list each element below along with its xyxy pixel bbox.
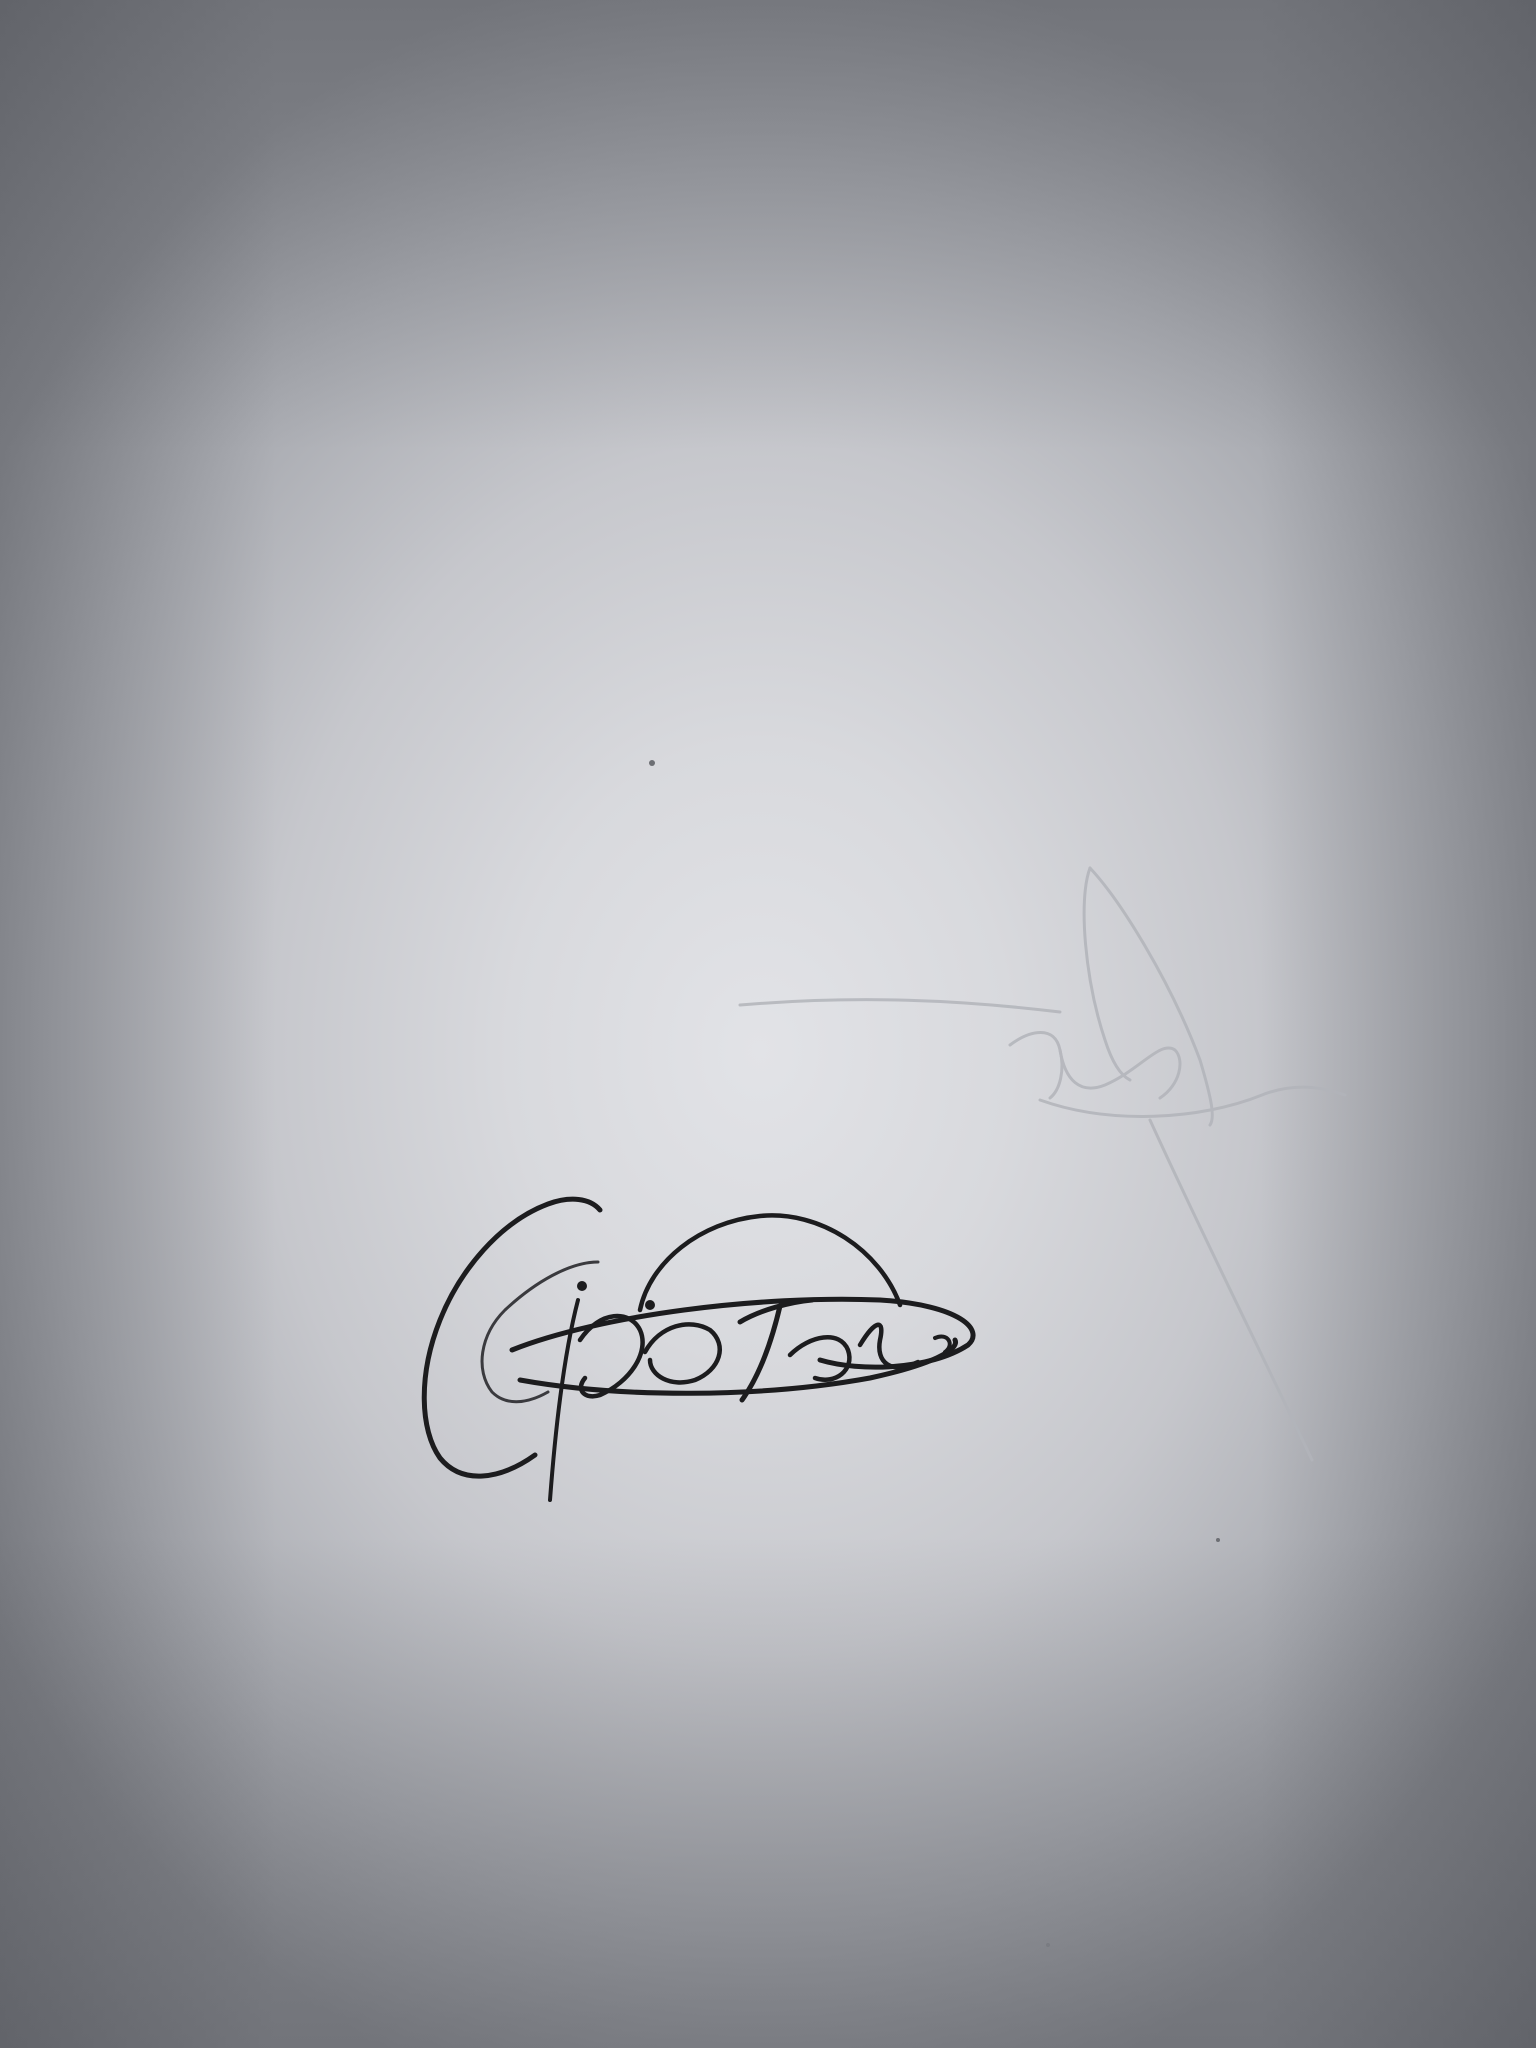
paper-speck bbox=[1216, 1538, 1220, 1542]
signature-drawing bbox=[424, 1199, 973, 1500]
paper-speck bbox=[1046, 1943, 1050, 1947]
paper-speck bbox=[649, 760, 655, 766]
ghost-signature bbox=[740, 868, 1345, 1460]
